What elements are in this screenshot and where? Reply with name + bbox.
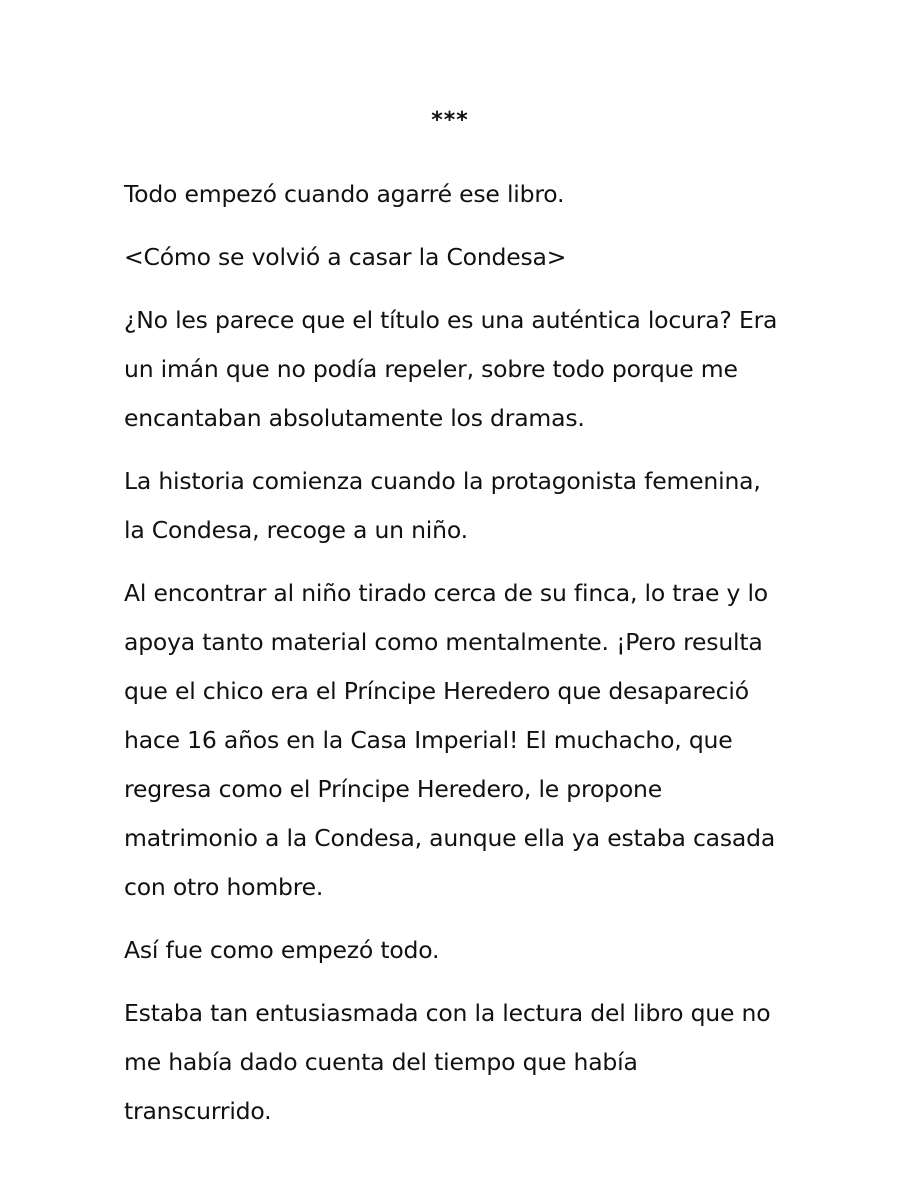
book-title-line: <Cómo se volvió a casar la Condesa> (124, 243, 567, 271)
paragraph-7: Estaba tan entusiasmada con la lectura del libro que no me había dado cuenta del tiempo que había transcurrido. (124, 999, 771, 1125)
paragraph-1: Todo empezó cuando agarré ese libro. (124, 180, 565, 208)
paragraph-4: La historia comienza cuando la protagonista femenina, la Condesa, recoge a un niño. (124, 467, 761, 544)
paragraph-5: Al encontrar al niño tirado cerca de su finca, lo trae y lo apoya tanto material como mentalmente. ¡Pero resulta que el chico era el Príncipe Heredero que desapareció hace 16 años en la Casa Imperial! El muchacho, que regresa como el Príncipe Heredero, le propone matrimonio a la Condesa, aunque ella ya estaba casada con otro hombre. (124, 579, 776, 901)
paragraph-6: Así fue como empezó todo. (124, 936, 440, 964)
scene-separator: *** (431, 108, 469, 133)
paragraph-3: ¿No les parece que el título es una auténtica locura? Era un imán que no podía repeler, sobre todo porque me encantaban absolutamente los dramas. (124, 306, 778, 432)
document-body (124, 170, 784, 1150)
